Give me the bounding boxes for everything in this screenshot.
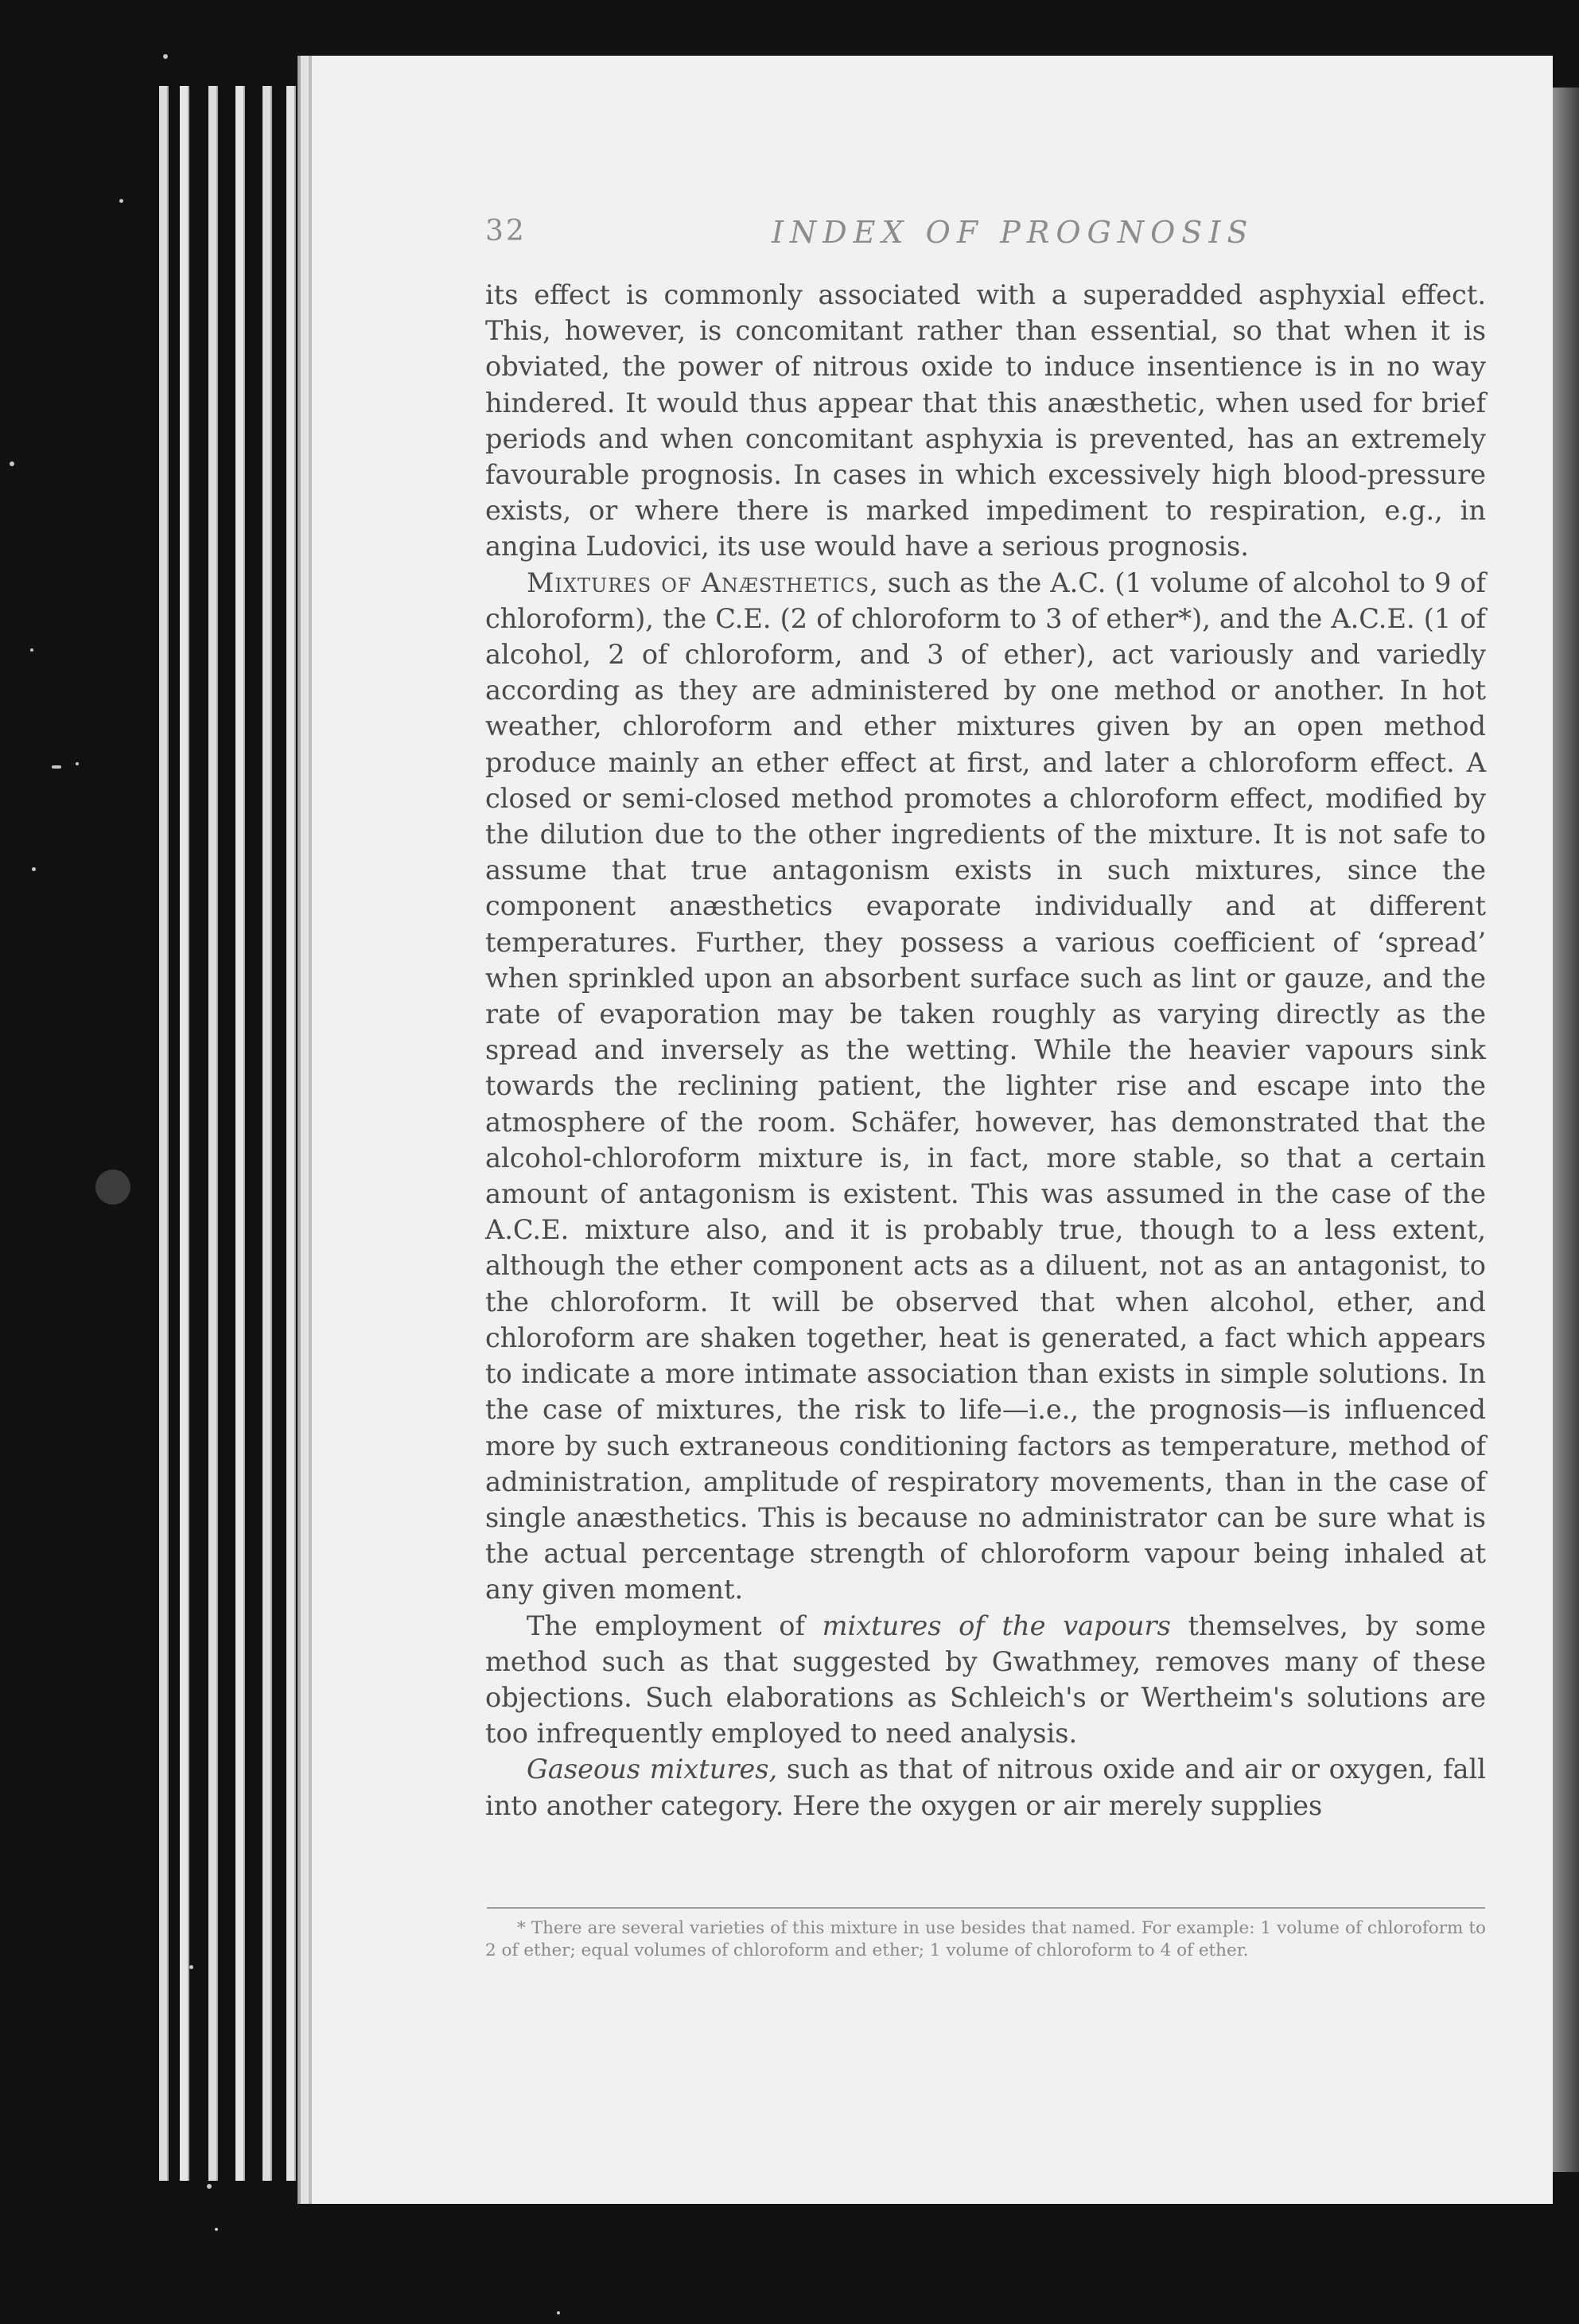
page-gutter-shadow: [1553, 88, 1579, 2172]
italic-term: mixtures of the vapours: [822, 1610, 1171, 1641]
scan-speck: [76, 762, 79, 765]
paragraph-text: such as that of nitrous oxide and air or oxygen, fall into another category. Here the oxygen or air merely supplies: [485, 1754, 1486, 1821]
page-edge-stack: [180, 86, 189, 2181]
footnote: * There are several varieties of this mixture in use besides that named. For example: 1 volume of chloroform to 2 of ether; equal volumes of chloroform and ether; 1 volume of chloroform to 4 of ether.: [485, 1918, 1486, 1960]
page-number: 32: [485, 215, 527, 247]
scan-speck: [32, 867, 36, 871]
scan-speck: [163, 54, 168, 59]
paragraph-text: such as the A.C. (1 volume of alcohol to 9 of chloroform), the C.E. (2 of chloroform to 3 of ether*), and the A.C.E. (1 of alcohol, 2 of chloroform, and 3 of ether), act variously and variedly according as they are administered by one method or another. In hot weather, chloroform and ether mixtures given by an open method produce mainly an ether effect at first, and later a chloroform effect. A closed or semi-closed method promotes a chloroform effect, modified by the dilution due to the other ingredients of the mixture. It is not safe to assume that true antagonism exists in such mixtures, since the component anæsthetics evaporate individually and at different temperatures. Further, they possess a various coefficient of ‘spread’ when sprinkled upon an absorbent surface such as lint or gauze, and the rate of evaporation may be taken roughly as varying directly as the spread and inversely as the wetting. While the heavier vapours sink towards the reclining patient, the lighter rise and escape into the atmosphere of the room. Schäfer, however, has demonstrated that the alcohol-chloroform mixture is, in fact, more stable, so that a certain amount of antagonism is existent. This was assumed in the case of the A.C.E. mixture also, and it is probably true, though to a less extent, although the ether component acts as a diluent, not as an antagonist, to the chloroform. It will be observed that when alcohol, ether, and chloroform are shaken together, heat is generated, a fact which appears to indicate a more intimate association than exists in simple solutions. In the case of mixtures, the risk to life—i.e., the prognosis—is influenced more by such extraneous conditioning factors as temperature, method of administration, amplitude of respiratory movements, than in the case of single anæsthetics. This is because no administrator can be sure what is the actual percentage strength of chloroform vapour being inhaled at any given moment.: [485, 566, 1486, 1606]
page-edge-stack: [208, 86, 218, 2181]
footnote-divider: [487, 1907, 1485, 1909]
scan-speck: [95, 1170, 130, 1205]
paragraph-mixtures: [485, 565, 1486, 1608]
italic-term: Gaseous mixtures,: [527, 1754, 778, 1785]
page-edge-stack: [235, 86, 245, 2181]
paragraph-text: The employment of: [527, 1610, 823, 1641]
page-edge-stack: [286, 86, 296, 2181]
paragraph-continuation: its effect is commonly associated with a superadded asphyxial effect. This, however, is concomitant rather than essential, so that when it is obviated, the power of nitrous oxide to induce insentience is in no way hindered. It would thus appear that this anæsthetic, when used for brief periods and when concomitant asphyxia is prevented, has an extremely favourable prognosis. In cases in which excessively high blood-pressure exists, or where there is marked impediment to respiration, e.g., in angina Ludovici, its use would have a serious prognosis.: [485, 279, 1486, 563]
paragraph-gaseous: [485, 1751, 1486, 1823]
scan-speck: [119, 199, 123, 203]
page-edge-stack: [263, 86, 272, 2181]
body-text: [485, 277, 1486, 1824]
scan-speck: [30, 648, 33, 652]
paragraph-vapours: [485, 1608, 1486, 1752]
running-head: INDEX OF PROGNOSIS: [772, 215, 1254, 250]
page-header: [485, 215, 1486, 263]
scan-speck: [557, 2311, 560, 2314]
book-page: [312, 56, 1553, 2204]
page-edge-stack: [159, 86, 169, 2181]
scan-speck: [52, 765, 61, 769]
scan-speck: [215, 2228, 218, 2231]
paragraph-text: themselves, by some method such as that suggested by Gwathmey, removes many of these objections. Such elaborations as Schleich's or Wertheim's solutions are too infrequently employed to need analysis.: [485, 1610, 1486, 1750]
scan-speck: [207, 2184, 212, 2189]
scan-speck: [10, 461, 14, 466]
section-lead-in: Mixtures of Anæsthetics,: [527, 566, 879, 598]
scan-speck: [189, 1965, 193, 1969]
